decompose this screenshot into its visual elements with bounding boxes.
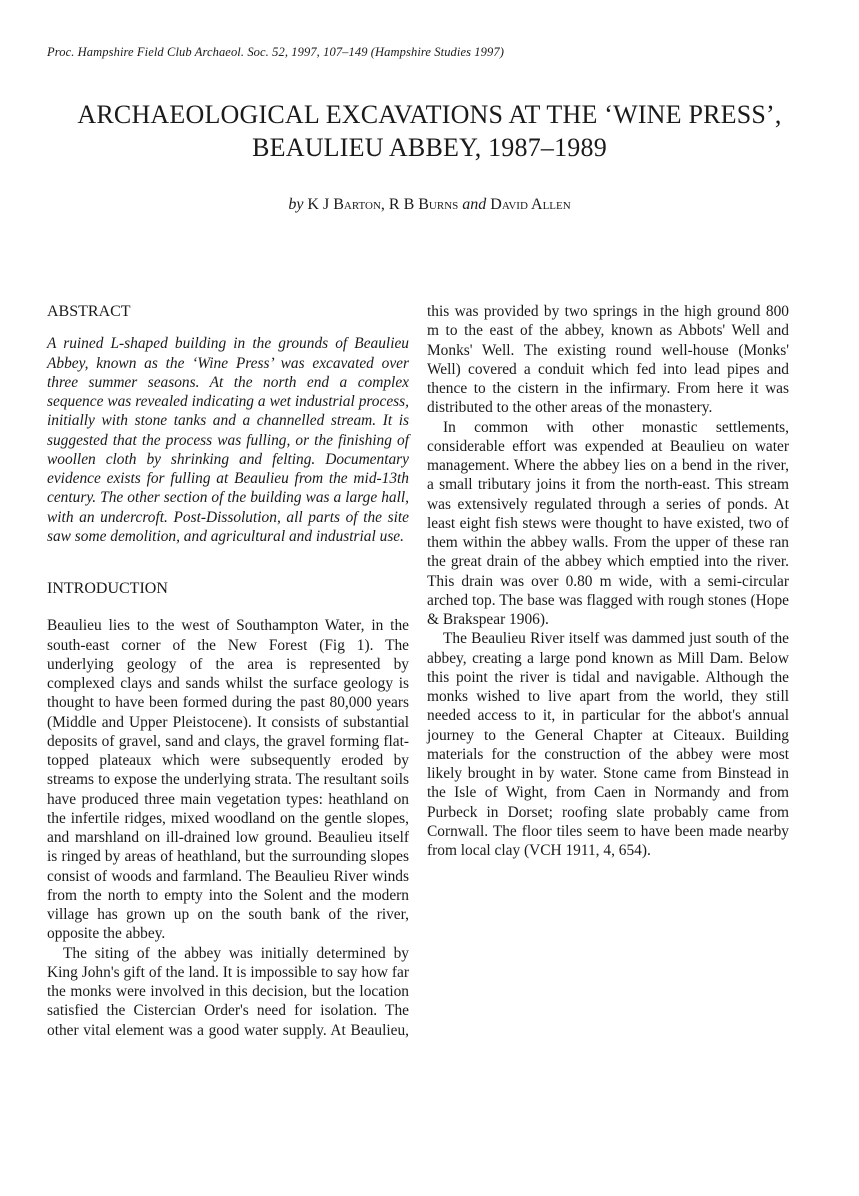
introduction-heading: INTRODUCTION xyxy=(47,580,168,597)
abstract-heading: ABSTRACT xyxy=(47,303,131,320)
article-title xyxy=(0,98,859,164)
title-line-2: BEAULIEU ABBEY, 1987–1989 xyxy=(252,133,607,162)
byline-by: by xyxy=(288,196,304,213)
abstract-text: A ruined L-shaped building in the grounds of Beaulieu Abbey, known as the ‘Wine Press’ was excavated over three summer seasons. At the north end a complex sequence was revealed indicating a wet industrial process, initially with stone tanks and a channelled stream. It is suggested that the process was fulling, or the finishing of woollen cloth by shrinking and felting. Documentary evidence exists for fulling at Beaulieu from the mid-13th century. The other section of the building was a large hall, with an undercroft. Post-Dissolution, all parts of the site saw some demolition, and agricultural and industrial use. xyxy=(47,335,409,545)
intro-paragraph-4: The Beaulieu River itself was dammed just south of the abbey, creating a large pond known as Mill Dam. Below this point the river is tidal and navigable. Although the monks wished to live apart from the world, they still needed access to it, in particular for the abbot's annual journey to the General Chapter at Citeaux. Building materials for the construction of the abbey were most likely brought in by water. Stone came from Binstead in the Isle of Wight, from Caen in Normandy and from Purbeck in Dorset; roofing slate probably came from Cornwall. The floor tiles seem to have been made nearby from local clay (VCH 1911, 4, 654). xyxy=(427,630,789,859)
author-2: R B Burns xyxy=(388,196,459,213)
byline-and: and xyxy=(462,196,487,213)
intro-paragraph-1: Beaulieu lies to the west of Southampton Water, in the south-east corner of the New Forest (Fig 1). The underlying geology of the area is represented by complexed clays and sands whilst the surface geology is thought to have been formed during the past 80,000 years (Middle and Upper Pleistocene). It consists of substantial deposits of gravel, sand and clays, the gravel forming flat-topped plateaux which were subsequently eroded by streams to expose the underlying strata. The resultant soils have produced three main vegetation types: heathland on the infertile ridges, mixed woodland on the gentle slopes, and marshland on ill-drained low ground. Beaulieu itself is ringed by areas of heathland, but the surrounding slopes consist of woods and farmland. The Beaulieu River winds from the north to empty into the Solent and the modern village has grown up on the south bank of the river, opposite the abbey. xyxy=(47,617,409,943)
intro-paragraph-3: In common with other monastic settlements, considerable effort was expended at Beaulieu on water management. Where the abbey lies on a bend in the river, a small tributary joins it from the north-east. This stream was extensively regulated through a series of ponds. At least eight fish stews were thought to have existed, two of them within the abbey walls. From the upper of these ran the great drain of the abbey which emptied into the river. This drain was over 0.80 m wide, with a semi-circular arched top. The base was flagged with rough stones (Hope & Brakspear 1906). xyxy=(427,418,789,628)
author-1: K J Barton xyxy=(307,196,381,213)
byline xyxy=(0,196,859,214)
intro-paragraph-2: The siting of the abbey was initially determined by King John's gift of the land. It is impossible to say how far the monks were involved in this decision, but the location satisfied the Cistercian Order's need for isolation. The other vital element was a good water supply. At Beaulieu, this was provided by two springs in the high ground 800 m to the east of the abbey, known as Abbots' Well and Monks' Well. The existing round well-house (Monks' Well) covered a conduit which fed into lead pipes and thence to the cistern in the infirmary. From here it was distributed to the other areas of the monastery. xyxy=(47,303,789,1039)
title-line-1: ARCHAEOLOGICAL EXCAVATIONS AT THE ‘WINE PRESS’, xyxy=(77,100,782,129)
running-header: Proc. Hampshire Field Club Archaeol. Soc. 52, 1997, 107–149 (Hampshire Studies 1997) xyxy=(47,45,504,59)
body-columns xyxy=(47,302,789,1052)
author-3: David Allen xyxy=(490,196,571,213)
byline-sep: , xyxy=(380,196,385,213)
